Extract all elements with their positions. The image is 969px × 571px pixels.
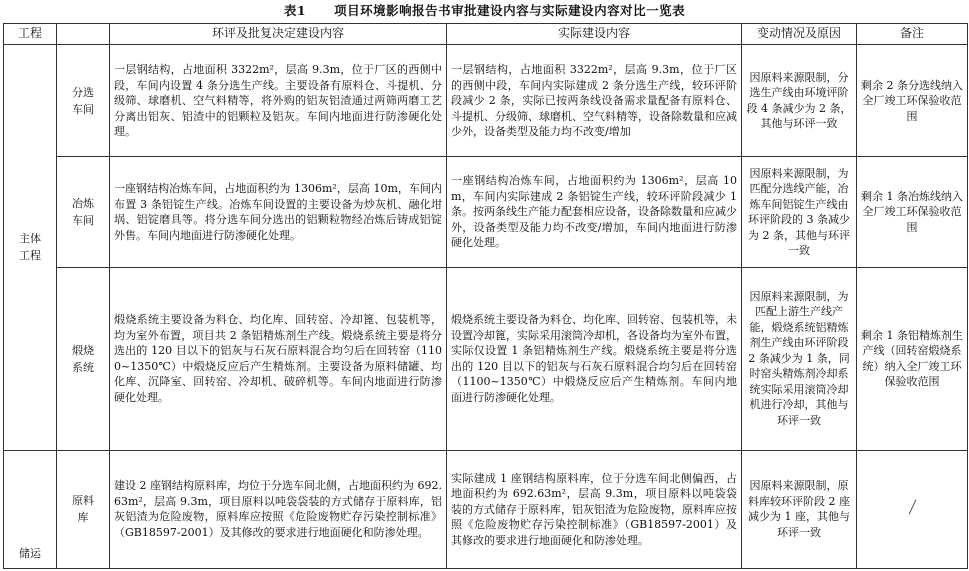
header-change: 变动情况及原因 bbox=[742, 24, 857, 45]
remark: 剩余 1 条冶炼线纳入全厂竣工环保验收范围 bbox=[857, 157, 968, 267]
comparison-table bbox=[3, 23, 968, 569]
row-name: 煅烧系统 bbox=[57, 267, 110, 450]
actual-content: 一座钢结构冶炼车间，占地面积约为 1306m²，层高 10m，车间内实际建成 2 条铝锭生产线，较环评阶段减少 1 条。按两条线生产能力配套相应设备，设备除数量和应减少外，设备类型及能力均不改变/增加，车间内地面进行防渗硬化处理。 bbox=[447, 157, 742, 267]
change-reason: 因原料来源限制，原料库较环评阶段 2 座减少为 1 座，其他与环评一致 bbox=[742, 450, 857, 568]
change-reason: 因原料来源限制，为匹配分选线产能，冶炼车间铝锭生产线由环评阶段的 3 条减少为 2 条，其他与环评一致 bbox=[742, 157, 857, 267]
actual-content: 实际建成 1 座钢结构原料库，位于分选车间北侧偏西，占地面积约为 692.63m²，层高 9.3m，项目原料以吨袋袋装的方式储存于原料库，铝灰铝渣为危险废物，原料库应按照《危险废物贮存污染控制标准》（GB18597-2001）及其修改的要求进行地面硬化和防渗处理。 bbox=[447, 450, 742, 568]
remark-empty bbox=[857, 450, 968, 568]
header-actual: 实际建设内容 bbox=[447, 24, 742, 45]
actual-content: 煅烧系统主要设备为料仓、均化库、回转窑、包装机等，未设置冷却篦，实际采用滚筒冷却机，各设备均为室外布置，实际仅设置 1 条铝精炼剂生产线。煅烧系统主要是将分选出的 120 目以下的铝灰与石灰石原料混合均匀后在回转窑（1100~1350℃）中煅烧反应后产生精炼剂。车间内地面进行防渗硬化处理。 bbox=[447, 267, 742, 450]
row-name: 分选车间 bbox=[57, 45, 110, 157]
group-storage: 储运 bbox=[4, 450, 57, 568]
approved-content: 一座钢结构冶炼车间，占地面积约为 1306m²，层高 10m，车间内布置 3 条铝锭生产线。冶炼车间设置的主要设备为炒灰机、融化坩埚、铝锭磨具等。将分选车间分选出的铝颗粒物经冶炼后铸成铝锭外售。车间内地面进行防渗硬化处理。 bbox=[110, 157, 447, 267]
row-name: 原料库 bbox=[57, 450, 110, 568]
remark: 剩余 2 条分选线纳入全厂竣工环保验收范围 bbox=[857, 45, 968, 157]
table-number: 表1 bbox=[283, 3, 307, 18]
header-subproject bbox=[57, 24, 110, 45]
table-row bbox=[4, 267, 968, 450]
change-reason: 因原料来源限制，分选生产线由环境评阶段 4 条减少为 2 条，其他与环评一致 bbox=[742, 45, 857, 157]
group-main-engineering: 主体工程 bbox=[4, 45, 57, 450]
slash-mark bbox=[908, 500, 916, 515]
approved-content: 一层钢结构，占地面积 3322m²，层高 9.3m，位于厂区的西侧中段，车间内设置 4 条分选生产线。主要设备有原料仓、斗提机、分级筛、球磨机、空气料精等，将外购的铝灰铝渣通过两筛两磨工艺分离出铝灰、铝渣中的铝颗粒及铝灰。车间内地面进行防渗硬化处理。 bbox=[110, 45, 447, 157]
table-row bbox=[4, 45, 968, 157]
approved-content: 建设 2 座钢结构原料库，均位于分选车间北侧，占地面积约为 692.63m²，层高 9.3m，项目原料以吨袋袋装的方式储存于原料库，铝灰铝渣为危险废物，原料库应按照《危险废物贮存污染控制标准》（GB18597-2001）及其修改的要求进行地面硬化和防渗处理。 bbox=[110, 450, 447, 568]
table-caption bbox=[0, 0, 969, 22]
header-remark: 备注 bbox=[857, 24, 968, 45]
header-approved: 环评及批复决定建设内容 bbox=[110, 24, 447, 45]
change-reason: 因原料来源限制，为匹配上游生产线产能，煅烧系统铝精炼剂生产线由环评阶段 2 条减少为 1 条，同时窑头精炼剂冷却系统实际采用滚筒冷却机进行冷却，其他与环评一致 bbox=[742, 267, 857, 450]
row-name: 冶炼车间 bbox=[57, 157, 110, 267]
header-row bbox=[4, 24, 968, 45]
table-title: 项目环境影响报告书审批建设内容与实际建设内容对比一览表 bbox=[334, 3, 686, 18]
header-project: 工程 bbox=[4, 24, 57, 45]
remark: 剩余 1 条铝精炼剂生产线（回转窑煅烧系统）纳入全厂竣工环保验收范围 bbox=[857, 267, 968, 450]
table-row bbox=[4, 450, 968, 568]
table-row bbox=[4, 157, 968, 267]
approved-content: 煅烧系统主要设备为料仓、均化库、回转窑、冷却篦、包装机等，均为室外布置，项目共 2 条铝精炼剂生产线。煅烧系统主要是将分选出的 120 目以下的铝灰与石灰石原料混合均匀后在回转窑（1100~1350℃）中煅烧反应后产生精炼剂。主要设备为原料储罐、均化库、沉降室、回转窑、冷却机、破碎机等。车间内地面进行防渗硬化处理。 bbox=[110, 267, 447, 450]
actual-content: 一层钢结构，占地面积 3322m²，层高 9.3m，位于厂区的西侧中段，车间内实际建成 2 条分选生产线，较环评阶段减少 2 条，实际已按两条线设备需求量配备有原料仓、斗提机、分级筛、球磨机、空气料精等，设备除数量和应减少外，设备类型及能力均不改变/增加 bbox=[447, 45, 742, 157]
